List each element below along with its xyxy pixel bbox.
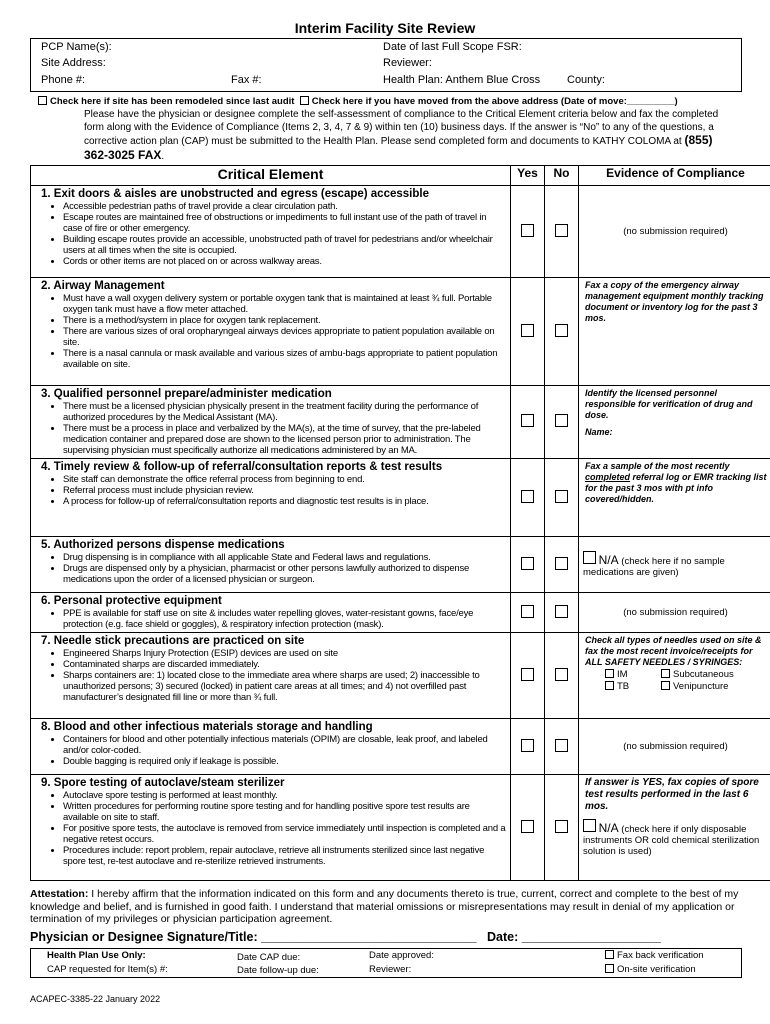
remodeled-checkbox[interactable] bbox=[38, 96, 47, 105]
no-cell bbox=[545, 459, 579, 537]
needle-types bbox=[579, 669, 770, 693]
no-cell bbox=[545, 593, 579, 633]
date-follow-up-field[interactable]: Date follow-up due: bbox=[237, 965, 319, 976]
list-item: • Contaminated sharps are discarded immediately. bbox=[63, 659, 506, 670]
evidence-text-a: Fax a sample of the most recently bbox=[585, 461, 730, 471]
section-title: 8. Blood and other infectious materials storage and handling bbox=[41, 721, 373, 733]
site-address-label: Site Address: bbox=[41, 57, 106, 69]
table-row bbox=[31, 278, 770, 386]
health-plan-use-label: Health Plan Use Only: bbox=[47, 950, 146, 961]
instructions-end: . bbox=[161, 150, 165, 162]
no-cell bbox=[545, 386, 579, 459]
evidence-cell bbox=[579, 775, 770, 881]
no-checkbox[interactable] bbox=[555, 668, 568, 681]
element-cell bbox=[31, 775, 511, 881]
subcutaneous-checkbox[interactable] bbox=[661, 669, 670, 678]
list-item: • Site staff can demonstrate the office referral process from beginning to end. bbox=[63, 474, 506, 485]
list-item: • Sharps containers are: 1) located close to the immediate area where sharps are used; 2) inaccessible to unauthorized persons; 3) secured (locked) in patient care areas at all times; and 4) not overfilled past manufacturer’s designated fill line or more than ¾ full. bbox=[63, 670, 506, 703]
evidence-cell bbox=[579, 186, 770, 278]
evidence-text: (no submission required) bbox=[623, 226, 728, 237]
na-label: N/A bbox=[598, 821, 619, 835]
section-title: 9. Spore testing of autoclave/steam sterilizer bbox=[41, 777, 285, 789]
evidence-cell bbox=[579, 633, 770, 719]
form-title: Interim Facility Site Review bbox=[294, 20, 476, 36]
date-field[interactable]: Date: ____________________ bbox=[487, 930, 661, 944]
yes-cell bbox=[511, 775, 545, 881]
list-item: • Engineered Sharps Injury Protection (ESIP) devices are used on site bbox=[63, 648, 506, 659]
list-item: • Referral process must include physician review. bbox=[63, 485, 506, 496]
yes-checkbox[interactable] bbox=[521, 668, 534, 681]
evidence-cell bbox=[579, 459, 770, 537]
yes-cell bbox=[511, 537, 545, 593]
element-cell bbox=[31, 719, 511, 775]
cap-requested-field[interactable]: CAP requested for Item(s) #: bbox=[47, 964, 168, 975]
list-item: • Autoclave spore testing is performed at least monthly. bbox=[63, 790, 506, 801]
im-checkbox[interactable] bbox=[605, 669, 614, 678]
no-checkbox[interactable] bbox=[555, 490, 568, 503]
venipuncture-checkbox[interactable] bbox=[661, 681, 670, 690]
element-cell bbox=[31, 633, 511, 719]
list-item: • There must be a licensed physician physically present in the treatment facility during the performance of authorized procedures by the Medical Assistant (MA). bbox=[63, 401, 506, 423]
instructions-text: Please have the physician or designee complete the self-assessment of compliance to the Critical Element criteria below and fax the completed form along with the Evidence of Compliance (Items 2, 3, 4, 7 & 9) within ten (10) business days. If the answer is “No” to any of the questions, a corrective action plan (CAP) must be submitted to the Health Plan. Please send completed form and documents to KATHY COLOMA at bbox=[84, 109, 719, 147]
na-option bbox=[579, 813, 770, 857]
list-item: • Escape routes are maintained free of obstructions or impediments to full instant use of the path of travel in case of fire or other emergency. bbox=[63, 212, 506, 234]
no-header: No bbox=[545, 166, 579, 186]
yes-cell bbox=[511, 719, 545, 775]
evidence-text: (no submission required) bbox=[623, 607, 728, 618]
no-cell bbox=[545, 633, 579, 719]
list-item: • Building escape routes provide an accessible, unobstructed path of travel for pedestrians and/or wheelchair users at all times when the site is occupied. bbox=[63, 234, 506, 256]
section-title: 6. Personal protective equipment bbox=[41, 595, 222, 607]
list-item: • There is a method/system in place for oxygen tank replacement. bbox=[63, 315, 506, 326]
evidence-cell bbox=[579, 278, 770, 386]
signature-line bbox=[30, 930, 661, 944]
na-note: (check here if no sample medications are given) bbox=[583, 556, 725, 578]
fax-back-option bbox=[605, 950, 704, 961]
yes-cell bbox=[511, 186, 545, 278]
critical-element-header: Critical Element bbox=[31, 166, 511, 186]
site-info-header bbox=[30, 38, 742, 92]
name-field-label: Name: bbox=[585, 427, 613, 437]
list-item: • There must be a process in place and verbalized by the MA(s), at the time of survey, that the pre-labeled medication container and prepared dose are shown to the licensed person prior to administration. The supervising physician must specifically authorize all medications administered by an MA. bbox=[63, 423, 506, 456]
last-fsr-date-label: Date of last Full Scope FSR: bbox=[383, 41, 522, 53]
no-checkbox[interactable] bbox=[555, 557, 568, 570]
list-item: • Cords or other items are not placed on or across walkway areas. bbox=[63, 256, 506, 267]
evidence-header: Evidence of Compliance bbox=[579, 166, 770, 186]
na-label: N/A bbox=[598, 553, 619, 567]
section-title: 4. Timely review & follow-up of referral/consultation reports & test results bbox=[41, 461, 443, 473]
evidence-cell bbox=[579, 386, 770, 459]
element-cell bbox=[31, 386, 511, 459]
fax-label: Fax #: bbox=[231, 74, 262, 86]
evidence-cell bbox=[579, 719, 770, 775]
instructions bbox=[84, 109, 724, 163]
tb-checkbox[interactable] bbox=[605, 681, 614, 690]
no-cell bbox=[545, 278, 579, 386]
phone-label: Phone #: bbox=[41, 74, 86, 86]
na-checkbox[interactable] bbox=[583, 819, 596, 832]
table-row bbox=[31, 633, 770, 719]
site-change-checks bbox=[38, 96, 678, 107]
yes-cell bbox=[511, 633, 545, 719]
list-item: • For positive spore tests, the autoclave is removed from service immediately until inspection is completed and a negative retest occurs. bbox=[63, 823, 506, 845]
list-item: • Drugs are dispensed only by a physician, pharmacist or other persons lawfully authorized to dispense medications upon the order of a licensed physician or surgeon. bbox=[63, 563, 506, 585]
table-row bbox=[31, 775, 770, 881]
list-item: • There is a nasal cannula or mask available and various sizes of ambu-bags appropriate to patient population available on site. bbox=[63, 348, 506, 370]
table-row bbox=[31, 537, 770, 593]
evidence-text: (no submission required) bbox=[623, 741, 728, 752]
no-checkbox[interactable] bbox=[555, 605, 568, 618]
table-row bbox=[31, 593, 770, 633]
needle-type-label: IM bbox=[617, 669, 628, 680]
pcp-names-label: PCP Name(s): bbox=[41, 41, 112, 53]
yes-cell bbox=[511, 593, 545, 633]
table-row bbox=[31, 719, 770, 775]
needle-type-label: TB bbox=[617, 681, 630, 692]
onsite-checkbox[interactable] bbox=[605, 964, 614, 973]
element-cell bbox=[31, 593, 511, 633]
evidence-text: Check all types of needles used on site & fax the most recent invoice/receipts for ALL SAFETY NEEDLES / SYRINGES: bbox=[585, 635, 762, 667]
fax-number: (855) 362-3025 FAX bbox=[84, 133, 713, 162]
evidence-text: Fax a copy of the emergency airway management equipment monthly tracking document or inventory log for the past 3 mos. bbox=[585, 280, 764, 323]
no-checkbox[interactable] bbox=[555, 324, 568, 337]
yes-cell bbox=[511, 278, 545, 386]
form-code: ACAPEC-3385-22 January 2022 bbox=[30, 994, 161, 1004]
list-item: • Drug dispensing is in compliance with all applicable State and Federal laws and regulations. bbox=[63, 552, 506, 563]
critical-elements-table bbox=[30, 165, 770, 881]
date-approved-field[interactable]: Date approved: bbox=[369, 950, 434, 961]
element-cell bbox=[31, 537, 511, 593]
section-title: 3. Qualified personnel prepare/administer medication bbox=[41, 388, 332, 400]
evidence-text-underlined: completed bbox=[585, 472, 631, 482]
date-cap-due-field[interactable]: Date CAP due: bbox=[237, 952, 301, 963]
section-title: 7. Needle stick precautions are practiced on site bbox=[41, 635, 305, 647]
section-title: 1. Exit doors & aisles are unobstructed and egress (escape) accessible bbox=[41, 188, 429, 200]
list-item: • Procedures include: report problem, repair autoclave, retrieve all instruments sterilized since last negative spore test, re-test autoclave and re-sterilize retrieved instruments. bbox=[63, 845, 506, 867]
yes-checkbox[interactable] bbox=[521, 414, 534, 427]
no-checkbox[interactable] bbox=[555, 224, 568, 237]
element-cell bbox=[31, 459, 511, 537]
element-cell bbox=[31, 278, 511, 386]
county-label: County: bbox=[567, 74, 605, 86]
onsite-label: On-site verification bbox=[617, 964, 696, 975]
no-cell bbox=[545, 775, 579, 881]
evidence-text bbox=[579, 459, 770, 505]
reviewer-label: Reviewer: bbox=[383, 57, 432, 69]
element-cell bbox=[31, 186, 511, 278]
moved-label: Check here if you have moved from the above address (Date of move:_________) bbox=[311, 96, 678, 107]
list-item: • Accessible pedestrian paths of travel provide a clear circulation path. bbox=[63, 201, 506, 212]
attestation-label: Attestation: bbox=[30, 888, 89, 900]
yes-checkbox[interactable] bbox=[521, 224, 534, 237]
list-item: • Written procedures for performing routine spore testing and for handling positive spore test results are available on site to staff. bbox=[63, 801, 506, 823]
yes-checkbox[interactable] bbox=[521, 557, 534, 570]
na-checkbox[interactable] bbox=[583, 551, 596, 564]
list-item: • PPE is available for staff use on site & includes water repelling gloves, water-resistant gowns, face/eye protection (e.g. face shield or goggles), & respiratory infection protection (mask). bbox=[63, 608, 506, 630]
list-item: • A process for follow-up of referral/consultation reports and diagnostic test results is in place. bbox=[63, 496, 506, 507]
evidence-text: If answer is YES, fax copies of spore test results performed in the last 6 mos. bbox=[585, 777, 759, 812]
evidence-cell bbox=[579, 593, 770, 633]
evidence-cell bbox=[579, 537, 770, 593]
table-row bbox=[31, 186, 770, 278]
section-title: 5. Authorized persons dispense medications bbox=[41, 539, 285, 551]
no-checkbox[interactable] bbox=[555, 414, 568, 427]
list-item: • Double bagging is required only if leakage is possible. bbox=[63, 756, 506, 767]
list-item: • Must have a wall oxygen delivery system or portable oxygen tank that is maintained at least ¾ full. Portable oxygen tank must have a flow meter attached. bbox=[63, 293, 506, 315]
yes-checkbox[interactable] bbox=[521, 490, 534, 503]
attestation bbox=[30, 888, 742, 926]
needle-type-label: Venipuncture bbox=[673, 681, 729, 692]
yes-header: Yes bbox=[511, 166, 545, 186]
yes-checkbox[interactable] bbox=[521, 324, 534, 337]
reviewer-field[interactable]: Reviewer: bbox=[369, 964, 412, 975]
yes-cell bbox=[511, 459, 545, 537]
na-note: (check here if only disposable instruments OR cold chemical sterilization solution is used) bbox=[583, 824, 760, 857]
table-row bbox=[31, 386, 770, 459]
needle-type-label: Subcutaneous bbox=[673, 669, 734, 680]
section-title: 2. Airway Management bbox=[41, 280, 165, 292]
no-cell bbox=[545, 719, 579, 775]
health-plan-use-box bbox=[30, 948, 742, 978]
no-checkbox[interactable] bbox=[555, 739, 568, 752]
moved-checkbox[interactable] bbox=[300, 96, 309, 105]
health-plan-label: Health Plan: Anthem Blue Cross bbox=[383, 74, 541, 86]
signature-field[interactable]: Physician or Designee Signature/Title: _______________________________ bbox=[30, 930, 477, 944]
yes-checkbox[interactable] bbox=[521, 820, 534, 833]
evidence-text: Identify the licensed personnel responsible for verification of drug and dose. bbox=[585, 388, 753, 420]
no-cell bbox=[545, 537, 579, 593]
remodeled-label: Check here if site has been remodeled since last audit bbox=[50, 96, 295, 107]
table-row bbox=[31, 459, 770, 537]
onsite-option bbox=[605, 964, 696, 975]
yes-checkbox[interactable] bbox=[521, 605, 534, 618]
list-item: • Containers for blood and other potentially infectious materials (OPIM) are closable, leak proof, and labeled and/or color-coded. bbox=[63, 734, 506, 756]
evidence-text-b: referral log or EMR tracking list for the past 3 mos with pt info covered/hidden. bbox=[585, 472, 767, 504]
yes-cell bbox=[511, 386, 545, 459]
no-cell bbox=[545, 186, 579, 278]
list-item: • There are various sizes of oral oropharyngeal airways devices appropriate to patient population available on site. bbox=[63, 326, 506, 348]
yes-checkbox[interactable] bbox=[521, 739, 534, 752]
fax-back-label: Fax back verification bbox=[617, 950, 704, 961]
fax-back-checkbox[interactable] bbox=[605, 950, 614, 959]
no-checkbox[interactable] bbox=[555, 820, 568, 833]
attestation-text: I hereby affirm that the information indicated on this form and any documents thereto is true, current, correct and complete to the best of my knowledge and belief, and is furnished in good faith. I understand that material omissions or misrepresentations may result in denial of my application or termination of my privileges or physician participation agreement. bbox=[30, 888, 739, 925]
